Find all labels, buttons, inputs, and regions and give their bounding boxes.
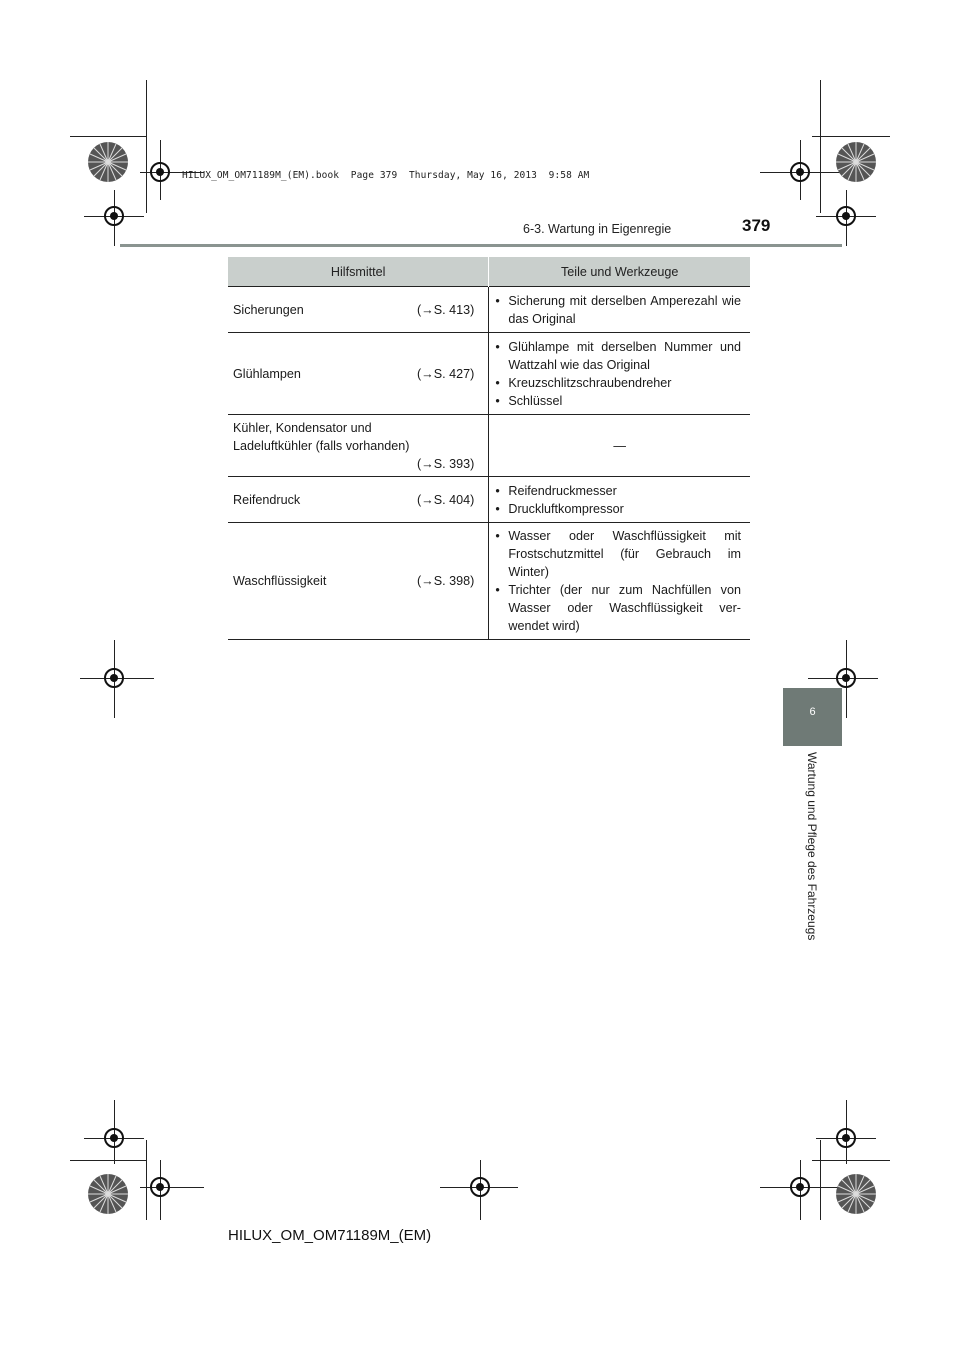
- registration-mark-icon: [833, 1125, 859, 1151]
- chapter-title: Wartung und Pflege des Fahrzeugs: [805, 752, 819, 941]
- list-item: • Kreuzschlitzschraubendreher: [495, 374, 741, 392]
- registration-mark-icon: [147, 1174, 173, 1200]
- chapter-tab: [783, 688, 842, 746]
- no-tools-dash: —: [613, 438, 626, 453]
- section-title: 6-3. Wartung in Eigenregie: [523, 222, 672, 236]
- aid-name-line: Kühler, Kondensator und: [233, 420, 372, 435]
- list-item: • Sicherung mit derselben Amperezahl wie das Original: [495, 292, 741, 328]
- registration-mark-icon: [101, 203, 127, 229]
- list-item: • Wasser oder Waschflüssigkeit mit Frostschutzmittel (für Gebrauch im Winter): [495, 527, 741, 581]
- calibration-starburst-icon: [86, 140, 130, 184]
- chapter-number: 6: [809, 706, 816, 718]
- maintenance-tools-table: [228, 257, 750, 640]
- aid-name: Reifendruck: [233, 492, 301, 507]
- document-code: HILUX_OM_OM71189M_(EM): [228, 1227, 432, 1244]
- aid-name: Waschflüssigkeit: [233, 574, 327, 588]
- aid-name-line: Ladeluftkühler (falls vorhanden): [233, 438, 410, 453]
- table-header-row: [228, 257, 750, 287]
- page-number: 379: [742, 216, 771, 235]
- page-reference: (→S. 427): [416, 366, 475, 381]
- registration-mark-icon: [101, 665, 127, 691]
- list-item: • Schlüssel: [495, 392, 741, 410]
- list-item: • Reifendruckmesser: [495, 482, 741, 500]
- table-row: [228, 415, 750, 477]
- registration-mark-icon: [787, 1174, 813, 1200]
- calibration-starburst-icon: [834, 140, 878, 184]
- column-header-aid: Hilfsmittel: [228, 257, 489, 287]
- calibration-starburst-icon: [834, 1172, 878, 1216]
- page-reference: (→S. 393): [416, 456, 475, 471]
- registration-mark-icon: [787, 159, 813, 185]
- registration-mark-icon: [147, 159, 173, 185]
- list-item: • Druckluftkompressor: [495, 500, 741, 518]
- aid-name: Glühlampen: [233, 366, 301, 381]
- calibration-starburst-icon: [86, 1172, 130, 1216]
- header-rule: [120, 244, 842, 247]
- registration-mark-icon: [833, 203, 859, 229]
- page-reference: (→S. 404): [416, 492, 475, 507]
- column-header-tools: Teile und Werkzeuge: [489, 257, 750, 287]
- page-reference: (→S. 398): [416, 574, 475, 588]
- book-file-line: HILUX_OM_OM71189M_(EM).book Page 379 Thursday, May 16, 2013 9:58 AM: [182, 170, 590, 181]
- aid-name: Sicherungen: [233, 302, 304, 317]
- table-row: [228, 333, 750, 415]
- registration-mark-icon: [467, 1174, 493, 1200]
- table-row: [228, 477, 750, 523]
- table-row: [228, 523, 750, 640]
- registration-mark-icon: [101, 1125, 127, 1151]
- page-reference: (→S. 413): [416, 302, 475, 317]
- list-item: • Trichter (der nur zum Nachfüllen von Wasser oder Waschflüssigkeit ver-wendet wird): [495, 581, 741, 635]
- table-row: [228, 287, 750, 333]
- list-item: • Glühlampe mit derselben Nummer und Wattzahl wie das Original: [495, 338, 741, 374]
